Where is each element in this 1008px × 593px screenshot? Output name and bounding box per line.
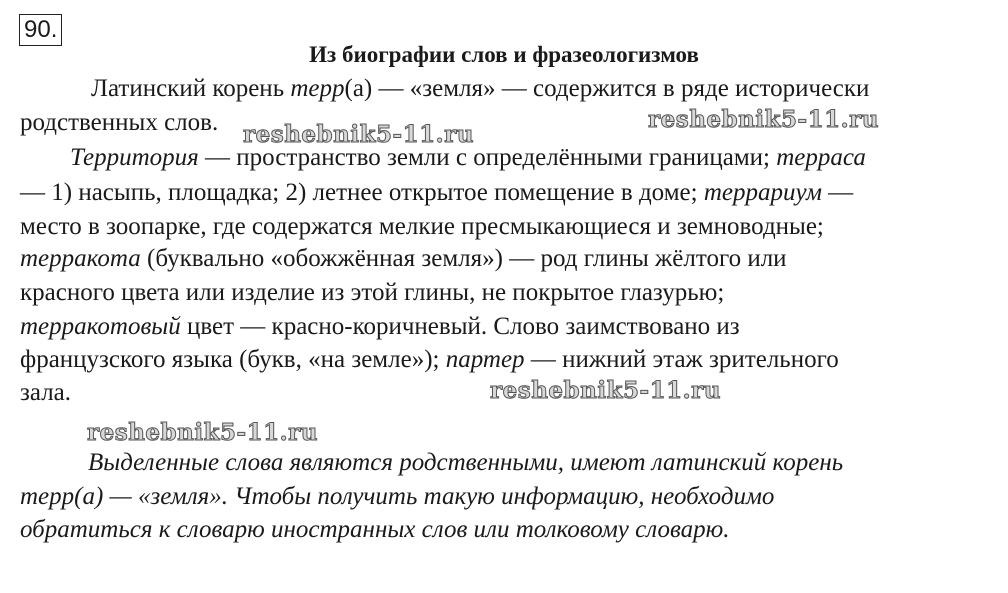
exercise-number: 90.: [19, 14, 62, 46]
paragraph-1-line-2: родственных слов.: [20, 109, 219, 136]
watermark: reshebnik5-11.ru: [243, 121, 474, 148]
answer-line-3: обратиться к словарю иностранных слов или толковому словарю.: [20, 516, 730, 543]
watermark: reshebnik5-11.ru: [648, 106, 879, 133]
paragraph-2-line-3: место в зоопарке, где содержатся мелкие пресмыкающиеся и земноводные;: [20, 213, 824, 240]
watermark: reshebnik5-11.ru: [87, 419, 318, 446]
paragraph-2-line-5: красного цвета или изделие из этой глины, не покрытое глазурью;: [20, 279, 725, 306]
paragraph-2-line-4: терракота (буквально «обожжённая земля») — род глины жёлтого или: [20, 245, 787, 272]
answer-line-1: Выделенные слова являются родственными, имеют латинский корень: [88, 449, 844, 476]
paragraph-2-line-2: — 1) насыпь, площадка; 2) летнее открытое помещение в доме; террариум —: [20, 179, 854, 206]
paragraph-2-line-8: зала.: [20, 379, 72, 406]
answer-line-2: терр(а) — «земля». Чтобы получить такую информацию, необходимо: [20, 483, 775, 510]
paragraph-1-line-1: Латинский корень терр(а) — «земля» — содержится в ряде исторически: [91, 75, 870, 102]
paragraph-2-line-1: Территория — пространство земли с определёнными границами; терраса: [70, 144, 866, 171]
paragraph-2-line-6: терракотовый цвет — красно-коричневый. Слово заимствовано из: [20, 313, 740, 340]
paragraph-2-line-7: французского языка (букв, «на земле»); партер — нижний этаж зрительного: [20, 346, 839, 373]
section-title: Из биографии слов и фразеологизмов: [309, 42, 699, 67]
watermark: reshebnik5-11.ru: [490, 377, 721, 404]
